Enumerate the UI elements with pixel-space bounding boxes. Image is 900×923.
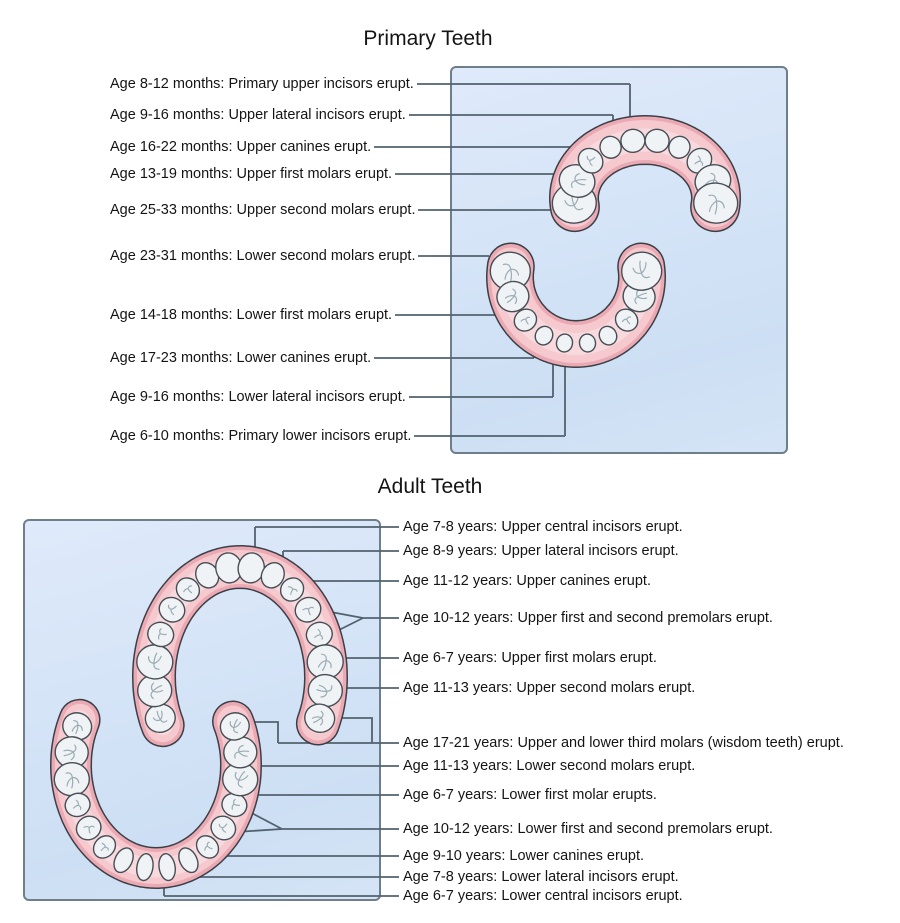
- primary-upper-second-molars-label: Age 25-33 months: Upper second molars erupt.: [110, 202, 416, 218]
- adult-upper-canines-label: Age 11-12 years: Upper canines erupt.: [403, 573, 651, 589]
- primary-lower-second-molars-label: Age 23-31 months: Lower second molars erupt.: [110, 248, 416, 264]
- adult-lower-second-molars-label: Age 11-13 years: Lower second molars erupt.: [403, 758, 696, 774]
- primary-lower-lateral-incisors-label: Age 9-16 months: Lower lateral incisors erupt.: [110, 389, 406, 405]
- adult-upper-premolars-label: Age 10-12 years: Upper first and second premolars erupt.: [403, 610, 773, 626]
- adult-upper-lateral-incisors-label: Age 8-9 years: Upper lateral incisors erupt.: [403, 543, 679, 559]
- adult-wisdom-teeth-label: Age 17-21 years: Upper and lower third molars (wisdom teeth) erupt.: [403, 735, 844, 751]
- adult-upper-first-molars-label: Age 6-7 years: Upper first molars erupt.: [403, 650, 657, 666]
- adult-lower-first-molar-label: Age 6-7 years: Lower first molar erupts.: [403, 787, 657, 803]
- primary-upper-incisors-label: Age 8-12 months: Primary upper incisors erupt.: [110, 76, 414, 92]
- primary-upper-canines-label: Age 16-22 months: Upper canines erupt.: [110, 139, 372, 155]
- primary-section-title: Primary Teeth: [363, 27, 493, 50]
- primary-diagram-box: [450, 66, 788, 454]
- adult-lower-central-incisors-label: Age 6-7 years: Lower central incisors erupt.: [403, 888, 683, 904]
- primary-upper-first-molars-label: Age 13-19 months: Upper first molars erupt.: [110, 166, 393, 182]
- adult-upper-central-incisors-label: Age 7-8 years: Upper central incisors erupt.: [403, 519, 683, 535]
- adult-diagram-box: [23, 519, 381, 901]
- adult-lower-lateral-incisors-label: Age 7-8 years: Lower lateral incisors erupt.: [403, 869, 679, 885]
- adult-lower-canines-label: Age 9-10 years: Lower canines erupt.: [403, 848, 644, 864]
- primary-lower-first-molars-label: Age 14-18 months: Lower first molars erupt.: [110, 307, 393, 323]
- primary-lower-incisors-label: Age 6-10 months: Primary lower incisors erupt.: [110, 428, 412, 444]
- adult-upper-second-molars-label: Age 11-13 years: Upper second molars erupt.: [403, 680, 696, 696]
- primary-lower-canines-label: Age 17-23 months: Lower canines erupt.: [110, 350, 372, 366]
- adult-section-title: Adult Teeth: [377, 475, 483, 498]
- adult-lower-premolars-label: Age 10-12 years: Lower first and second premolars erupt.: [403, 821, 773, 837]
- primary-upper-lateral-incisors-label: Age 9-16 months: Upper lateral incisors erupt.: [110, 107, 406, 123]
